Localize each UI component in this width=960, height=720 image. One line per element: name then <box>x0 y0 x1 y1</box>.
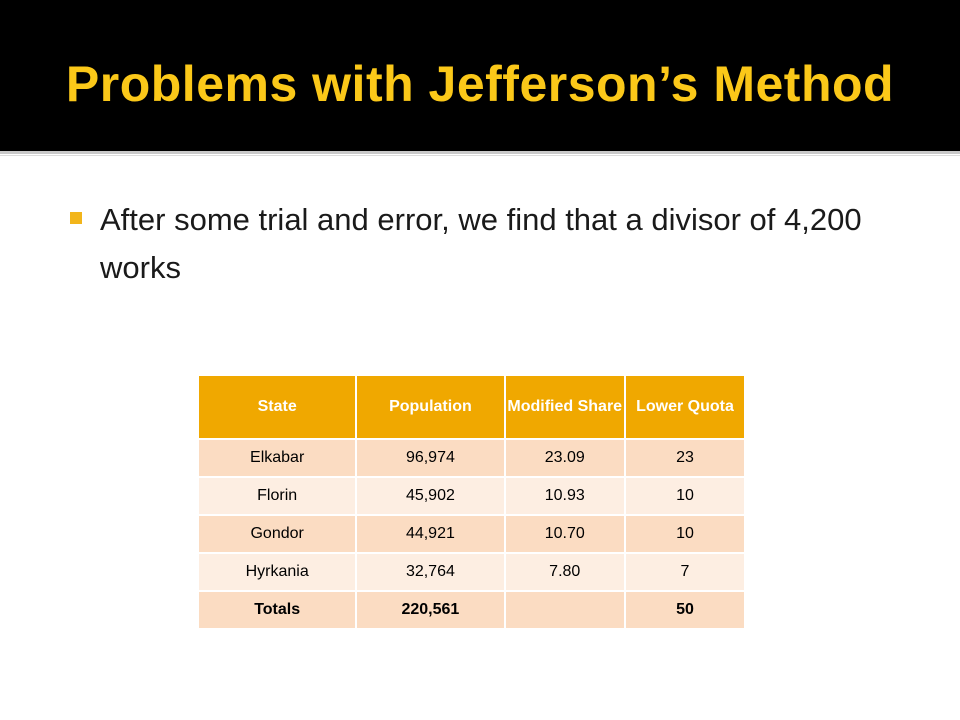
totals-modified-share <box>505 591 625 629</box>
table-row <box>198 515 744 553</box>
cell-population: 96,974 <box>356 439 504 477</box>
cell-state: Gondor <box>198 515 356 553</box>
header-lower-quota: Lower Quota <box>625 376 744 439</box>
totals-row <box>198 591 744 629</box>
cell-state: Florin <box>198 477 356 515</box>
table-row <box>198 553 744 591</box>
header-modified-share: Modified Share <box>505 376 625 439</box>
cell-population: 45,902 <box>356 477 504 515</box>
cell-modified-share: 10.70 <box>505 515 625 553</box>
cell-modified-share: 10.93 <box>505 477 625 515</box>
table-row <box>198 439 744 477</box>
totals-lower-quota: 50 <box>625 591 744 629</box>
title-divider <box>0 151 960 154</box>
table-header-row <box>198 376 744 439</box>
cell-lower-quota: 23 <box>625 439 744 477</box>
title-divider-thin <box>0 155 960 156</box>
cell-population: 32,764 <box>356 553 504 591</box>
table-row <box>198 477 744 515</box>
bullet-text: After some trial and error, we find that a divisor of 4,200 works <box>100 202 862 285</box>
cell-population: 44,921 <box>356 515 504 553</box>
apportionment-table <box>197 376 744 630</box>
cell-lower-quota: 10 <box>625 515 744 553</box>
header-state: State <box>198 376 356 439</box>
cell-modified-share: 23.09 <box>505 439 625 477</box>
cell-modified-share: 7.80 <box>505 553 625 591</box>
cell-state: Elkabar <box>198 439 356 477</box>
slide-title: Problems with Jefferson’s Method <box>65 56 895 112</box>
totals-population: 220,561 <box>356 591 504 629</box>
totals-label: Totals <box>198 591 356 629</box>
cell-lower-quota: 7 <box>625 553 744 591</box>
header-population: Population <box>356 376 504 439</box>
square-bullet-icon <box>70 212 82 224</box>
cell-state: Hyrkania <box>198 553 356 591</box>
cell-lower-quota: 10 <box>625 477 744 515</box>
